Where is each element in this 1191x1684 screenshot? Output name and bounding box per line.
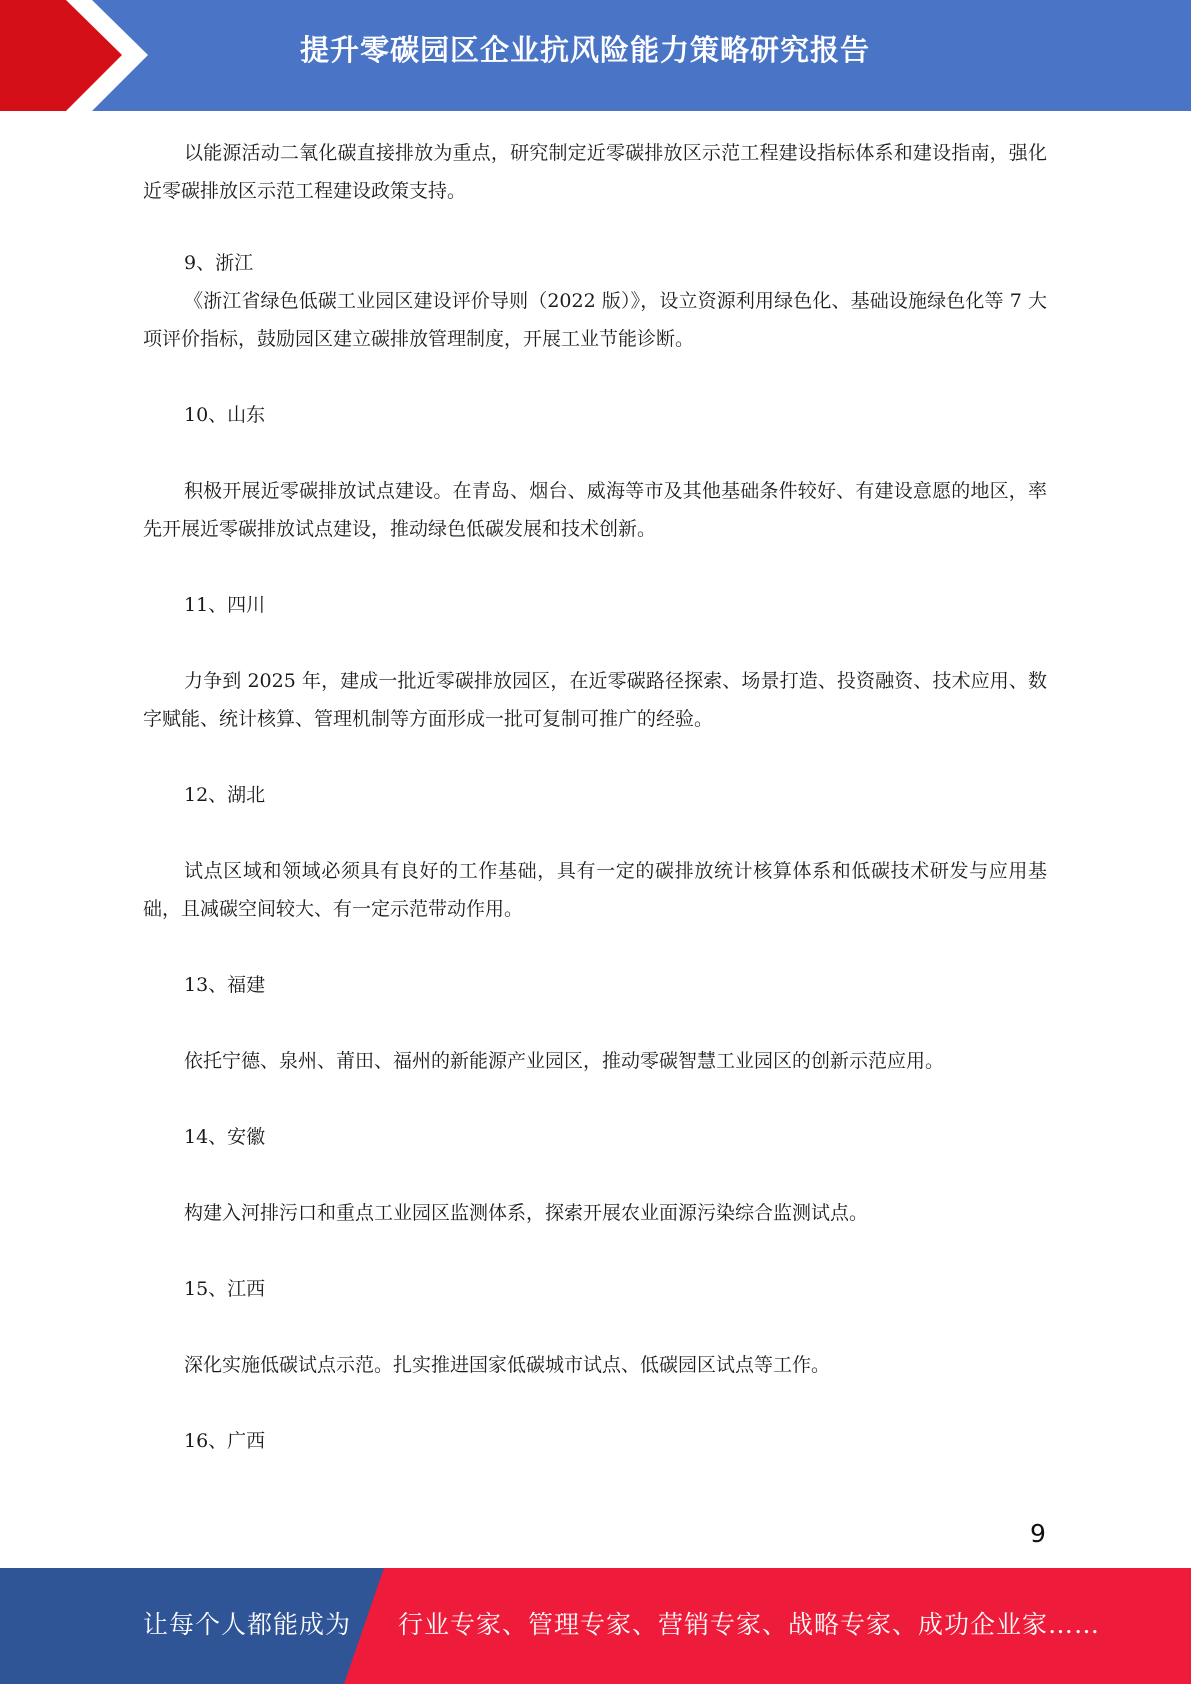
section-heading-sichuan: 11、四川 <box>184 594 266 616</box>
section-text-shandong: 积极开展近零碳排放试点建设。在青岛、烟台、威海等市及其他基础条件较好、有建设意愿的地区，率先开展近零碳排放试点建设，推动绿色低碳发展和技术创新。 <box>143 480 1047 540</box>
intro-paragraph: 以能源活动二氧化碳直接排放为重点，研究制定近零碳排放区示范工程建设指标体系和建设指南，强化近零碳排放区示范工程建设政策支持。 <box>143 142 1047 202</box>
section-text-sichuan: 力争到 2025 年，建成一批近零碳排放园区，在近零碳路径探索、场景打造、投资融资、技术应用、数字赋能、统计核算、管理机制等方面形成一批可复制可推广的经验。 <box>143 670 1047 730</box>
section-text-jiangxi: 深化实施低碳试点示范。扎实推进国家低碳城市试点、低碳园区试点等工作。 <box>184 1354 831 1376</box>
section-text-fujian: 依托宁德、泉州、莆田、福州的新能源产业园区，推动零碳智慧工业园区的创新示范应用。 <box>184 1050 945 1072</box>
section-heading-zhejiang: 9、浙江 <box>184 252 254 274</box>
section-heading-guangxi: 16、广西 <box>184 1430 266 1452</box>
section-text-hubei: 试点区域和领域必须具有良好的工作基础，具有一定的碳排放统计核算体系和低碳技术研发与应用基础，且减碳空间较大、有一定示范带动作用。 <box>143 860 1047 920</box>
report-body <box>143 134 1047 1460</box>
section-text-zhejiang: 《浙江省绿色低碳工业园区建设评价导则（2022 版）》，设立资源利用绿色化、基础设施绿色化等 7 大项评价指标，鼓励园区建立碳排放管理制度，开展工业节能诊断。 <box>143 290 1047 350</box>
page-header <box>0 0 1191 111</box>
section-text-anhui: 构建入河排污口和重点工业园区监测体系，探索开展农业面源污染综合监测试点。 <box>184 1202 869 1224</box>
section-heading-fujian: 13、福建 <box>184 974 266 996</box>
footer-slogan-left: 让每个人都能成为 <box>143 1610 352 1639</box>
section-heading-shandong: 10、山东 <box>184 404 266 426</box>
section-heading-anhui: 14、安徽 <box>184 1126 266 1148</box>
footer-slogan-right: 行业专家、管理专家、营销专家、战略专家、成功企业家…… <box>398 1610 1101 1639</box>
page-number: 9 <box>1030 1519 1046 1548</box>
section-heading-jiangxi: 15、江西 <box>184 1278 266 1300</box>
section-heading-hubei: 12、湖北 <box>184 784 266 806</box>
document-title: 提升零碳园区企业抗风险能力策略研究报告 <box>300 33 871 67</box>
page-footer <box>0 1568 1191 1684</box>
